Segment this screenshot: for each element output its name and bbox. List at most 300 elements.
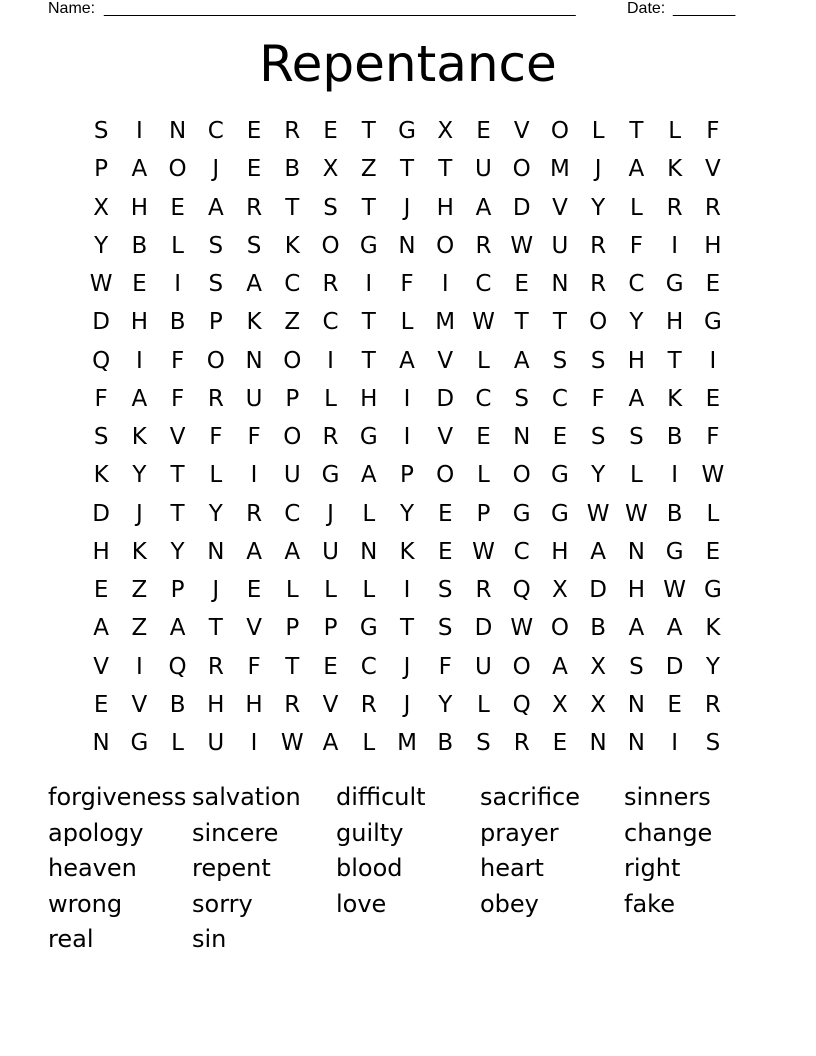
word-list-item: apology <box>48 818 144 847</box>
grid-letter: O <box>436 462 455 489</box>
grid-letter: E <box>170 194 185 221</box>
grid-letter: B <box>666 424 683 450</box>
grid-letter: I <box>671 232 679 259</box>
grid-letter: Y <box>705 653 720 680</box>
grid-row <box>82 609 732 647</box>
grid-letter: I <box>327 347 334 374</box>
grid-letter: I <box>403 385 411 412</box>
word-list-item: prayer <box>480 818 559 847</box>
grid-letter: A <box>246 271 262 297</box>
grid-letter: G <box>359 232 378 259</box>
grid-letter: K <box>667 385 683 412</box>
grid-letter: A <box>322 730 339 756</box>
grid-letter: G <box>551 462 569 489</box>
grid-letter: A <box>513 347 530 374</box>
grid-letter: A <box>628 615 645 642</box>
grid-letter: L <box>362 730 376 756</box>
grid-letter: H <box>92 538 110 565</box>
grid-letter: D <box>92 309 110 336</box>
grid-letter: D <box>512 194 531 221</box>
grid-letter: U <box>207 730 225 756</box>
grid-letter: H <box>627 347 646 374</box>
grid-letter: N <box>207 538 225 565</box>
grid-letter: E <box>93 577 109 603</box>
grid-letter: B <box>131 232 148 259</box>
grid-letter: L <box>285 577 299 603</box>
grid-letter: T <box>170 500 185 527</box>
grid-letter: G <box>512 500 531 527</box>
word-list-item: blood <box>336 854 403 882</box>
grid-letter: K <box>246 309 262 336</box>
grid-letter: U <box>283 462 301 489</box>
grid-letter: N <box>627 538 645 565</box>
grid-letter: N <box>627 691 645 718</box>
page-title: Repentance <box>259 35 557 93</box>
grid-letter: R <box>246 500 263 527</box>
grid-letter: I <box>441 271 449 297</box>
grid-letter: W <box>472 538 495 565</box>
grid-letter: A <box>628 385 645 412</box>
grid-letter: Z <box>131 577 148 603</box>
grid-row <box>82 495 732 533</box>
grid-letter: E <box>667 691 682 718</box>
grid-letter: R <box>475 577 492 603</box>
grid-letter: Z <box>360 156 377 183</box>
grid-letter: H <box>245 691 263 718</box>
grid-letter: Y <box>94 232 109 259</box>
grid-letter: E <box>514 271 529 297</box>
header <box>48 0 748 20</box>
grid-letter: F <box>706 118 720 144</box>
grid-letter: Z <box>131 615 148 642</box>
grid-letter: L <box>209 462 223 489</box>
grid-letter: S <box>629 653 644 680</box>
grid-letter: S <box>476 730 491 756</box>
grid-letter: L <box>324 577 337 603</box>
grid-letter: L <box>171 730 184 756</box>
grid-letter: E <box>476 118 491 144</box>
grid-letter: Q <box>512 577 531 603</box>
grid-letter: P <box>323 615 338 642</box>
word-list-item: sacrifice <box>480 783 581 811</box>
grid-letter: H <box>360 385 378 412</box>
grid-row <box>82 724 732 762</box>
grid-letter: I <box>135 347 143 374</box>
grid-row <box>82 380 732 418</box>
grid-letter: E <box>132 271 147 297</box>
grid-letter: G <box>665 538 684 565</box>
grid-letter: B <box>666 500 683 527</box>
grid-letter: I <box>250 462 258 489</box>
grid-letter: N <box>627 730 645 756</box>
grid-letter: I <box>135 653 143 680</box>
grid-letter: E <box>246 118 262 144</box>
grid-letter: A <box>207 194 224 221</box>
grid-letter: H <box>704 232 722 259</box>
grid-letter: E <box>705 385 721 412</box>
grid-letter: O <box>283 424 302 450</box>
grid-letter: S <box>437 615 453 642</box>
grid-letter: G <box>359 615 378 642</box>
grid-letter: F <box>209 424 223 450</box>
grid-letter: O <box>321 232 340 259</box>
grid-letter: W <box>280 730 304 756</box>
grid-letter: N <box>168 118 187 144</box>
grid-row <box>82 533 732 571</box>
grid-letter: W <box>663 577 686 603</box>
grid-letter: E <box>705 538 721 565</box>
grid-letter: R <box>666 194 683 221</box>
grid-letter: R <box>207 653 224 680</box>
grid-letter: O <box>550 615 569 642</box>
grid-letter: S <box>208 271 224 297</box>
grid-letter: R <box>207 385 224 412</box>
grid-letter: E <box>437 538 453 565</box>
grid-letter: R <box>322 424 339 450</box>
grid-letter: R <box>246 194 263 221</box>
grid-letter: X <box>590 653 607 680</box>
grid-letter: A <box>169 615 186 642</box>
grid-letter: J <box>212 577 220 603</box>
word-list-item: love <box>336 889 387 918</box>
grid-letter: S <box>246 232 262 259</box>
grid-letter: J <box>327 500 334 527</box>
grid-letter: K <box>131 424 147 450</box>
grid-letter: O <box>436 232 455 259</box>
grid-letter: E <box>705 271 721 297</box>
grid-letter: K <box>284 232 300 259</box>
grid-letter: R <box>284 118 301 144</box>
date-label: Date: <box>627 0 666 17</box>
grid-letter: W <box>510 232 534 259</box>
grid-row <box>82 342 732 380</box>
grid-letter: T <box>285 194 300 221</box>
grid-letter: U <box>245 385 263 412</box>
grid-letter: S <box>590 347 606 374</box>
grid-row <box>82 189 732 227</box>
grid-letter: V <box>513 118 530 144</box>
grid-letter: N <box>551 271 569 297</box>
grid-letter: P <box>400 462 414 489</box>
grid-letter: T <box>399 156 415 183</box>
grid-letter: X <box>322 156 339 183</box>
grid-letter: L <box>629 194 643 221</box>
grid-letter: T <box>667 347 682 374</box>
grid-letter: X <box>552 691 568 718</box>
grid-letter: N <box>398 232 416 259</box>
grid-letter: B <box>169 309 186 336</box>
grid-letter: F <box>170 385 185 412</box>
grid-letter: R <box>322 271 339 297</box>
grid-letter: O <box>512 156 531 183</box>
grid-letter: S <box>552 347 568 374</box>
grid-letter: S <box>437 577 453 603</box>
grid-letter: C <box>360 653 377 680</box>
grid-letter: X <box>437 118 454 144</box>
grid-letter: T <box>629 118 644 144</box>
grid-letter: A <box>131 385 148 412</box>
grid-letter: T <box>438 156 453 183</box>
grid-letter: D <box>474 615 493 642</box>
grid-letter: L <box>400 309 414 336</box>
grid-letter: K <box>131 538 147 565</box>
grid-letter: L <box>362 500 376 527</box>
grid-letter: R <box>704 194 721 221</box>
word-search-grid <box>82 112 732 762</box>
grid-letter: T <box>285 653 300 680</box>
grid-letter: R <box>284 691 301 718</box>
word-list-item: sinners <box>624 783 711 811</box>
grid-letter: L <box>668 118 682 144</box>
grid-letter: L <box>477 462 490 489</box>
grid-letter: F <box>438 653 452 680</box>
grid-row <box>82 456 732 494</box>
grid-letter: Z <box>284 309 301 336</box>
word-list-item: heaven <box>48 854 137 882</box>
grid-letter: O <box>550 118 569 144</box>
word-list-item: wrong <box>48 889 123 918</box>
grid-letter: E <box>323 118 338 144</box>
grid-letter: T <box>208 615 223 642</box>
grid-letter: C <box>513 538 530 565</box>
grid-letter: S <box>514 385 529 412</box>
grid-letter: U <box>322 538 339 565</box>
grid-letter: W <box>586 500 610 527</box>
grid-letter: H <box>627 577 646 603</box>
grid-letter: L <box>706 500 720 527</box>
grid-letter: M <box>397 730 417 756</box>
grid-letter: X <box>93 194 109 221</box>
grid-letter: U <box>551 232 569 259</box>
grid-letter: G <box>398 118 416 144</box>
word-list-item: sin <box>192 925 227 953</box>
grid-letter: W <box>625 500 648 527</box>
grid-letter: J <box>403 653 411 680</box>
grid-letter: V <box>437 347 454 374</box>
word-list-item: sorry <box>192 889 253 918</box>
grid-letter: G <box>359 424 378 450</box>
grid-letter: O <box>168 156 187 183</box>
grid-letter: R <box>513 730 530 756</box>
word-list-item: real <box>48 925 94 953</box>
grid-letter: L <box>362 577 376 603</box>
grid-letter: W <box>89 271 113 297</box>
grid-letter: L <box>629 462 643 489</box>
grid-letter: L <box>477 691 490 718</box>
grid-row <box>82 303 732 341</box>
grid-letter: H <box>436 194 454 221</box>
grid-letter: R <box>704 691 721 718</box>
grid-letter: Q <box>92 347 111 374</box>
grid-letter: J <box>135 500 143 527</box>
grid-letter: T <box>361 309 376 336</box>
grid-letter: N <box>245 347 263 374</box>
grid-letter: P <box>285 615 300 642</box>
grid-letter: E <box>437 500 453 527</box>
grid-letter: L <box>477 347 490 374</box>
grid-letter: M <box>435 309 456 336</box>
grid-letter: R <box>590 232 607 259</box>
grid-letter: E <box>476 424 491 450</box>
grid-letter: F <box>170 347 185 374</box>
grid-letter: I <box>671 462 679 489</box>
grid-letter: N <box>92 730 110 756</box>
grid-letter: Y <box>629 309 644 336</box>
grid-letter: S <box>705 730 721 756</box>
grid-letter: D <box>665 653 684 680</box>
grid-letter: T <box>170 462 185 489</box>
word-list-item: repent <box>192 854 271 882</box>
grid-letter: T <box>514 309 529 336</box>
grid-letter: Y <box>132 462 147 489</box>
grid-letter: L <box>324 385 337 412</box>
grid-letter: V <box>246 615 262 642</box>
grid-letter: K <box>667 156 683 183</box>
grid-letter: U <box>475 156 492 183</box>
grid-letter: C <box>322 309 339 336</box>
grid-letter: I <box>250 730 258 756</box>
grid-row <box>82 150 732 188</box>
grid-letter: C <box>475 385 492 412</box>
grid-letter: F <box>247 653 261 680</box>
grid-letter: C <box>551 385 568 412</box>
grid-letter: E <box>323 653 338 680</box>
grid-letter: B <box>284 156 301 183</box>
grid-letter: Y <box>399 500 415 527</box>
grid-letter: V <box>552 194 568 221</box>
grid-letter: A <box>93 615 109 642</box>
grid-letter: P <box>285 385 300 412</box>
grid-letter: L <box>171 232 184 259</box>
grid-letter: C <box>475 271 492 297</box>
grid-letter: A <box>399 347 415 374</box>
grid-letter: R <box>590 271 607 297</box>
grid-letter: G <box>703 309 722 336</box>
grid-letter: W <box>472 309 495 336</box>
grid-letter: A <box>360 462 377 489</box>
grid-letter: T <box>552 309 567 336</box>
grid-letter: I <box>365 271 373 297</box>
grid-letter: S <box>590 424 606 450</box>
grid-letter: T <box>361 118 376 144</box>
grid-letter: Y <box>591 194 606 221</box>
grid-letter: A <box>666 615 683 642</box>
grid-letter: S <box>323 194 338 221</box>
grid-letter: C <box>628 271 645 297</box>
grid-letter: Y <box>591 462 606 489</box>
grid-letter: K <box>93 462 109 489</box>
grid-row <box>82 227 732 265</box>
grid-letter: U <box>475 653 492 680</box>
grid-letter: W <box>701 462 725 489</box>
grid-letter: F <box>629 232 644 259</box>
grid-letter: E <box>246 156 262 183</box>
word-list-item: change <box>624 818 713 847</box>
grid-letter: A <box>552 653 568 680</box>
grid-letter: I <box>709 347 717 374</box>
grid-letter: Q <box>512 691 531 718</box>
grid-letter: A <box>628 156 645 183</box>
grid-row <box>82 418 732 456</box>
grid-letter: W <box>510 615 534 642</box>
grid-letter: H <box>665 309 684 336</box>
grid-letter: S <box>93 424 109 450</box>
grid-letter: M <box>550 156 570 183</box>
grid-row <box>82 686 732 724</box>
grid-letter: O <box>512 653 531 680</box>
grid-letter: I <box>403 424 411 450</box>
word-list-item: right <box>624 854 681 882</box>
word-list-item: difficult <box>336 783 426 811</box>
grid-letter: Y <box>170 538 185 565</box>
grid-letter: V <box>93 653 109 680</box>
grid-letter: N <box>589 730 607 756</box>
word-list-item: guilty <box>336 818 404 847</box>
grid-letter: O <box>512 462 531 489</box>
grid-letter: G <box>130 730 149 756</box>
grid-letter: V <box>169 424 186 450</box>
grid-letter: D <box>589 577 608 603</box>
grid-letter: H <box>551 538 569 565</box>
grid-letter: O <box>283 347 302 374</box>
grid-letter: P <box>208 309 223 336</box>
grid-letter: J <box>594 156 602 183</box>
grid-letter: F <box>400 271 414 297</box>
grid-letter: I <box>135 118 143 144</box>
word-list-item: sincere <box>192 818 279 847</box>
grid-letter: G <box>551 500 569 527</box>
grid-row <box>82 112 732 150</box>
grid-letter: C <box>284 271 301 297</box>
grid-letter: O <box>206 347 225 374</box>
grid-letter: T <box>361 194 376 221</box>
grid-letter: E <box>552 424 568 450</box>
grid-letter: E <box>93 691 109 718</box>
grid-letter: G <box>703 577 722 603</box>
grid-letter: J <box>403 691 411 718</box>
word-list-item: salvation <box>192 783 301 811</box>
grid-letter: V <box>705 156 721 183</box>
grid-row <box>82 265 732 303</box>
grid-letter: J <box>212 156 220 183</box>
grid-letter: R <box>475 232 492 259</box>
grid-letter: F <box>706 424 720 450</box>
grid-letter: C <box>207 118 224 144</box>
grid-letter: B <box>437 730 454 756</box>
grid-letter: F <box>247 424 261 450</box>
grid-letter: F <box>94 385 108 412</box>
grid-letter: Y <box>208 500 223 527</box>
grid-letter: I <box>174 271 181 297</box>
grid-letter: G <box>665 271 684 297</box>
grid-letter: H <box>207 691 225 718</box>
grid-letter: Y <box>438 691 453 718</box>
grid-letter: F <box>591 385 605 412</box>
grid-letter: D <box>92 500 110 527</box>
grid-row <box>82 648 732 686</box>
grid-letter: C <box>284 500 301 527</box>
grid-letter: B <box>590 615 607 642</box>
grid-row <box>82 571 732 609</box>
grid-letter: E <box>246 577 262 603</box>
grid-letter: I <box>403 577 411 603</box>
grid-letter: P <box>170 577 185 603</box>
grid-letter: N <box>513 424 531 450</box>
word-list-item: heart <box>480 854 544 882</box>
word-list-item: obey <box>480 889 539 918</box>
grid-letter: A <box>590 538 607 565</box>
word-list-item: forgiveness <box>48 783 187 811</box>
